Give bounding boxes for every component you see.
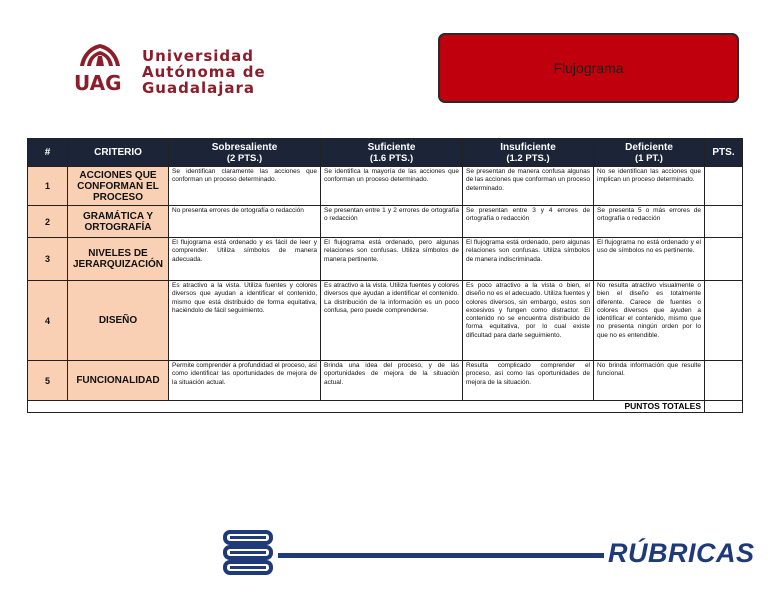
row-number: 5 [28, 361, 68, 401]
level-description: No brinda información que resulte funcional. [594, 361, 705, 401]
level-description: Es atractivo a la vista. Utiliza fuentes y colores diversos que ayudan a identificar el contenido. La distribución de la información es un poco confusa, pero puede comprenderse. [321, 281, 463, 361]
level-description: Se identifica la mayoría de las acciones que conforman un proceso determinado. [321, 167, 463, 206]
university-name-line-1: Universidad [142, 47, 255, 65]
level-description: Es atractivo a la vista. Utiliza fuentes y colores diversos que ayudan a identificar el contenido, mismo que está distribuido de forma equitativa, haciéndolo de fácil seguimiento. [169, 281, 321, 361]
column-header-level-4 [594, 139, 705, 167]
university-logo [68, 38, 268, 106]
level-description: Brinda una idea del proceso, y de las oportunidades de mejora de la situación actual. [321, 361, 463, 401]
criterion-label: FUNCIONALIDAD [68, 361, 169, 401]
level-description: No presenta errores de ortografía o redacción [169, 206, 321, 238]
criterion-label: NIVELES DE JERARQUIZACIÓN [68, 238, 169, 281]
level-description: Resulta complicado comprender el proceso, así como las oportunidades de mejora de la situación. [463, 361, 594, 401]
points-cell[interactable] [705, 238, 743, 281]
level-name: Sobresaliente [211, 141, 278, 153]
level-description: Se presentan de manera confusa algunas de las acciones que conforman un proceso determinado. [463, 167, 594, 206]
level-description: Se presentan entre 1 y 2 errores de ortografía o redacción [321, 206, 463, 238]
document-title: Flujograma [553, 60, 624, 76]
logo-text: UAG [74, 71, 122, 95]
row-number: 4 [28, 281, 68, 361]
level-description: Se identifican claramente las acciones que conforman un proceso determinado. [169, 167, 321, 206]
total-row [28, 401, 743, 413]
points-cell[interactable] [705, 206, 743, 238]
criterion-label: ACCIONES QUE CONFORMAN EL PROCESO [68, 167, 169, 206]
level-points: (1 PT.) [635, 152, 663, 164]
level-description: No resulta atractivo visualmente o bien el diseño es totalmente diferente. Carece de fuentes o colores diversos que ayuden a identificar el contenido, mismo que no presenta ningún orden por lo que no es entendible. [594, 281, 705, 361]
row-number: 2 [28, 206, 68, 238]
column-header-level-2 [321, 139, 463, 167]
level-description: Se presentan entre 3 y 4 errores de ortografía o redacción [463, 206, 594, 238]
level-points: (1.2 PTS.) [506, 152, 550, 164]
criterion-label: GRAMÁTICA Y ORTOGRAFÍA [68, 206, 169, 238]
level-description: El flujograma está ordenado y es fácil de leer y comprender. Utiliza símbolos de manera adecuada. [169, 238, 321, 281]
points-cell[interactable] [705, 167, 743, 206]
uag-logo-icon [68, 38, 132, 98]
row-number: 1 [28, 167, 68, 206]
level-description: Es poco atractivo a la vista o bien, el diseño no es el adecuado. Utiliza fuentes y colores diversos, sin embargo, estos son excesivos y fungen como distractor. El contenido no se encuentra distribuido de forma equitativa, por lo cual existe dificultad para darle seguimiento. [463, 281, 594, 361]
level-name: Deficiente [625, 141, 673, 153]
document-title-box [438, 33, 739, 103]
level-points: (1.6 PTS.) [369, 152, 414, 164]
row-number: 3 [28, 238, 68, 281]
column-header-level-3 [463, 139, 594, 167]
column-header-criterion: CRITERIO [68, 139, 169, 167]
table-row [28, 281, 743, 361]
points-cell[interactable] [705, 361, 743, 401]
column-header-level-1 [169, 139, 321, 167]
level-name: Insuficiente [500, 141, 556, 153]
level-description: El flujograma está ordenado, pero algunas relaciones son confusas. Utiliza símbolos de manera indiscriminada. [463, 238, 594, 281]
footer-brand-title: RÚBRICAS [608, 538, 755, 568]
level-description: No se identifican las acciones que implican un proceso determinado. [594, 167, 705, 206]
column-header-pts: PTS. [705, 139, 743, 167]
level-points: (2 PTS.) [226, 152, 263, 164]
total-points-label: PUNTOS TOTALES [28, 401, 705, 413]
total-points-cell[interactable] [705, 401, 743, 413]
footer-rule [278, 553, 604, 558]
university-name-line-2: Autónoma de [142, 63, 266, 81]
level-description: El flujograma no está ordenado y el uso de símbolos no es pertinente. [594, 238, 705, 281]
rubric-table [27, 138, 743, 413]
table-row [28, 361, 743, 401]
criterion-label: DISEÑO [68, 281, 169, 361]
level-name: Suficiente [367, 141, 416, 153]
university-name [142, 48, 266, 96]
university-name-line-3: Guadalajara [142, 79, 256, 97]
table-header-row [28, 139, 743, 167]
column-header-num: # [28, 139, 68, 167]
level-description: El flujograma está ordenado, pero algunas relaciones son confusas. Utiliza símbolos de manera pertinente. [321, 238, 463, 281]
books-icon [222, 528, 280, 578]
table-row [28, 238, 743, 281]
level-description: Se presenta 5 o más errores de ortografía o redacción [594, 206, 705, 238]
points-cell[interactable] [705, 281, 743, 361]
table-row [28, 167, 743, 206]
level-description: Permite comprender a profundidad el proceso, así como identificar las oportunidades de mejora de la situación actual. [169, 361, 321, 401]
footer-banner [222, 528, 755, 580]
table-row [28, 206, 743, 238]
